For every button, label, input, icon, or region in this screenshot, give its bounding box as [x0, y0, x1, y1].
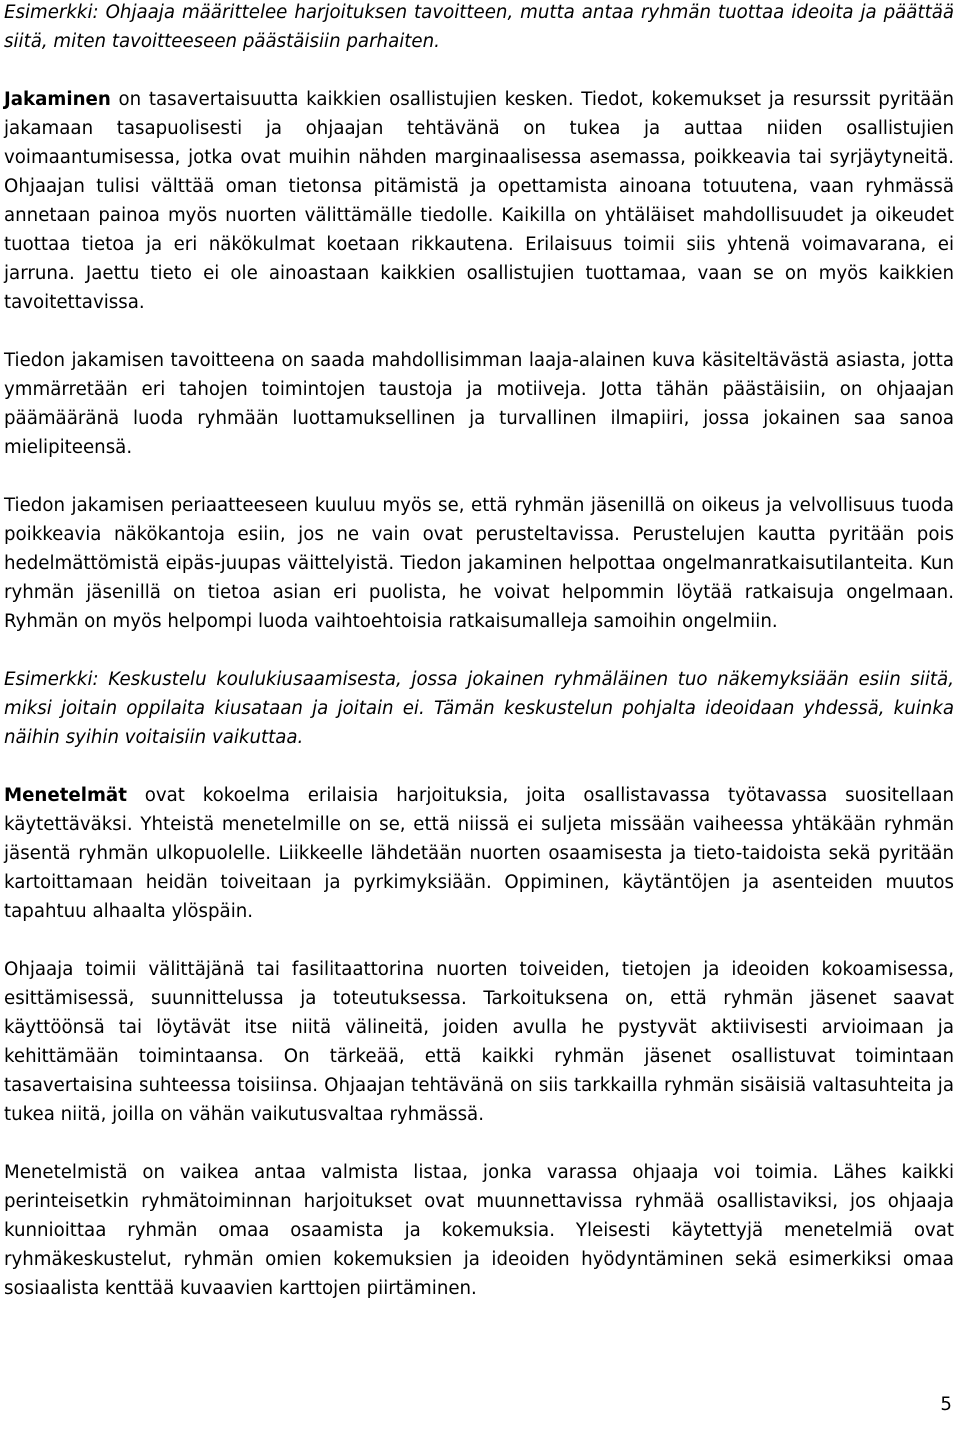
- paragraph-gap: [4, 926, 954, 955]
- page-number: 5: [940, 1394, 952, 1415]
- paragraph-jakaminen: [4, 85, 954, 317]
- paragraph-tiedon-jakamisen-tavoite: Tiedon jakamisen tavoitteena on saada mahdollisimman laaja-alainen kuva käsiteltävästä asiasta, jotta ymmärretään eri tahojen toimintojen taustoja ja motiiveja. Jotta tähän päästäisiin, on ohjaajan päämääränä luoda ryhmään luottamuksellinen ja turvallinen ilmapiiri, jossa jokainen saa sanoa mielipiteensä.: [4, 350, 954, 458]
- paragraph-tiedon-jakamisen-periaate: Tiedon jakamisen periaatteeseen kuuluu myös se, että ryhmän jäsenillä on oikeus ja velvollisuus tuoda poikkeavia näkökantoja esiin, jos ne vain ovat perusteltavissa. Perustelujen kautta pyritään pois hedelmättömistä eipäs-juupas väittelyistä. Tiedon jakaminen helpottaa ongelmanratkaisutilanteita. Kun ryhmän jäsenillä on tietoa asian eri puolista, he voivat helpommin löytää ratkaisuja ongelmaan. Ryhmän on myös helpompi luoda vaihtoehtoisia ratkaisumalleja samoihin ongelmiin.: [4, 495, 954, 632]
- example-paragraph-goal: Esimerkki: Ohjaaja määrittelee harjoituksen tavoitteen, mutta antaa ryhmän tuottaa ideoita ja päättää siitä, miten tavoitteeseen päästäisiin parhaiten.: [4, 2, 954, 52]
- paragraph-gap: [4, 317, 954, 346]
- paragraph-gap: [4, 462, 954, 491]
- paragraph-gap: [4, 752, 954, 781]
- paragraph-ohjaaja-valittaja: Ohjaaja toimii välittäjänä tai fasilitaattorina nuorten toiveiden, tietojen ja ideoiden kokoamisessa, esittämisessä, suunnittelussa ja toteutuksessa. Tarkoituksena on, että ryhmän jäsenet saavat käyttöönsä tai löytävät itse niitä välineitä, joiden avulla he pystyvät aktiivisesti arvioimaan ja kehittämään toimintaansa. On tärkeää, että kaikki ryhmän jäsenet osallistuvat toimintaan tasavertaisina suhteessa toisiinsa. Ohjaajan tehtävänä on siis tarkkailla ryhmän sisäisiä valtasuhteita ja tukea niitä, joilla on vähän vaikutusvaltaa ryhmässä.: [4, 959, 954, 1125]
- paragraph-menetelmat: [4, 781, 954, 926]
- paragraph-menetelmat-text: ovat kokoelma erilaisia harjoituksia, joita osallistavassa työtavassa suositellaan käytettäväksi. Yhteistä menetelmille on se, että niissä ei suljeta missään vaiheessa yhtäkään ryhmän jäsentä ryhmän ulkopuolelle. Liikkeelle lähdetään nuorten osaamisesta ja tieto-taidoista sekä pyritään kartoittamaan heidän toiveitaan ja pyrkimyksiään. Oppiminen, käytäntöjen ja asenteiden muutos tapahtuu alhaalta ylöspäin.: [4, 785, 954, 922]
- paragraph-gap: [4, 56, 954, 85]
- document-page: [4, 0, 954, 1303]
- paragraph-gap: [4, 1129, 954, 1158]
- example-paragraph-koulukiusaaminen: Esimerkki: Keskustelu koulukiusaamisesta, jossa jokainen ryhmäläinen tuo näkemyksiään esiin siitä, miksi joitain oppilaita kiusataan ja joitain ei. Tämän keskustelun pohjalta ideoidaan yhdessä, kuinka näihin syihin voitaisiin vaikuttaa.: [4, 669, 954, 748]
- term-jakaminen: Jakaminen: [4, 89, 111, 110]
- paragraph-menetelmista: Menetelmistä on vaikea antaa valmista listaa, jonka varassa ohjaaja voi toimia. Lähes kaikki perinteisetkin ryhmätoiminnan harjoitukset ovat muunnettavissa ryhmää osallistaviksi, jos ohjaaja kunnioittaa ryhmän omaa osaamista ja kokemuksia. Yleisesti käytettyjä menetelmiä ovat ryhmäkeskustelut, ryhmän omien kokemuksien ja ideoiden hyödyntäminen sekä esimerkiksi omaa sosiaalista kenttää kuvaavien karttojen piirtäminen.: [4, 1162, 954, 1299]
- paragraph-jakaminen-text: on tasavertaisuutta kaikkien osallistujien kesken. Tiedot, kokemukset ja resurssit pyritään jakamaan tasapuolisesti ja ohjaajan tehtävänä on tukea ja auttaa niiden osallistujien voimaantumisessa, jotka ovat muihin nähden marginaalisessa asemassa, poikkeavia tai syrjäytyneitä. Ohjaajan tulisi välttää oman tietonsa pitämistä ja opettamista ainoana totuutena, vaan ryhmässä annetaan painoa myös nuorten välittämälle tiedolle. Kaikilla on yhtäläiset mahdollisuudet ja oikeudet tuottaa tietoa ja eri näkökulmat koetaan rikkautena. Erilaisuus toimii siis yhtenä voimavarana, ei jarruna. Jaettu tieto ei ole ainoastaan kaikkien osallistujien tuottamaa, vaan se on myös kaikkien tavoitettavissa.: [4, 89, 954, 313]
- paragraph-gap: [4, 636, 954, 665]
- term-menetelmat: Menetelmät: [4, 785, 127, 806]
